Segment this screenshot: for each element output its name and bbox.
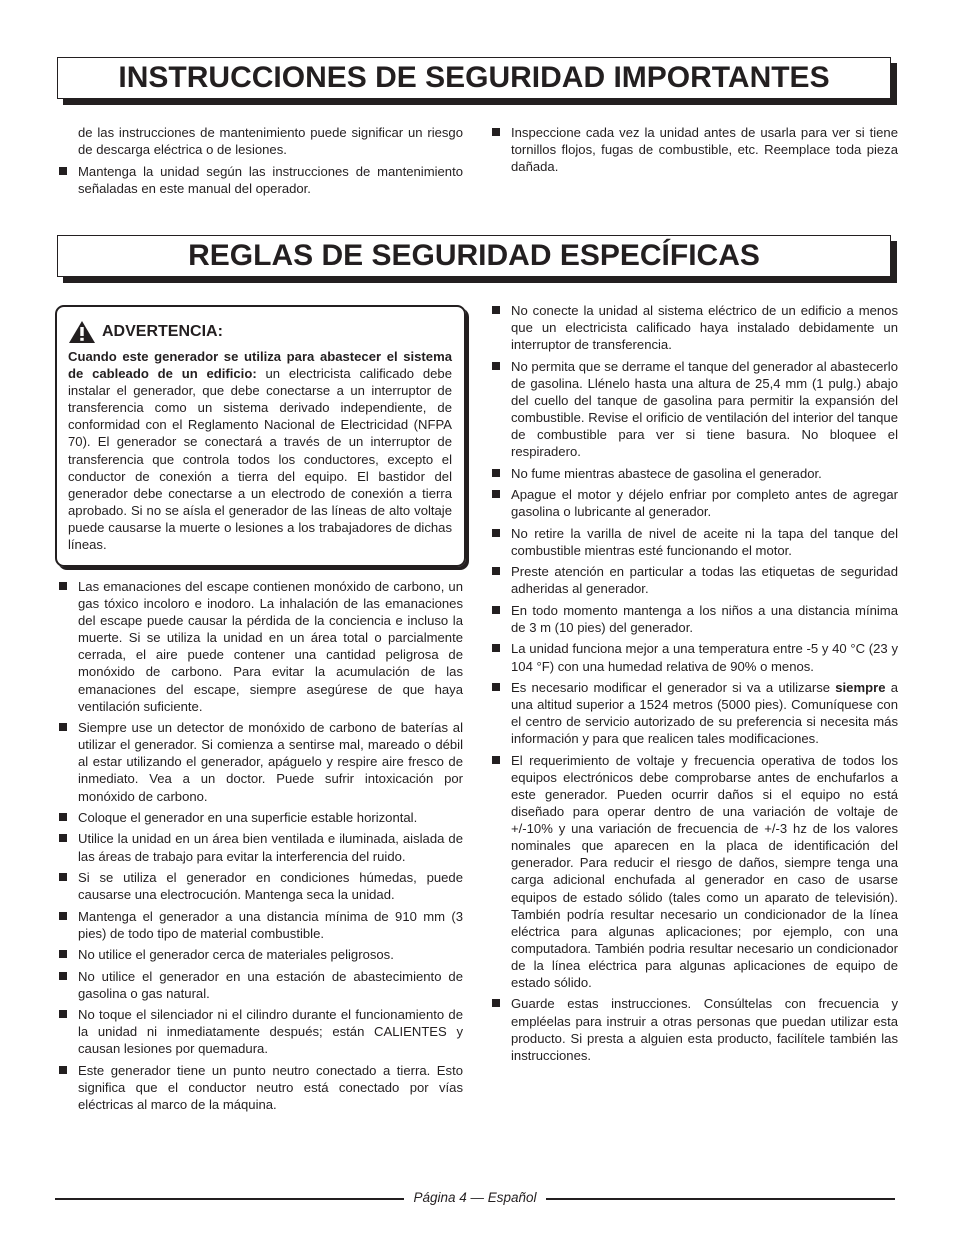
list-item: No utilice el generador en una estación de abastecimiento de gasolina o gas natural. [59, 968, 463, 1002]
bullet-square-icon [492, 999, 500, 1007]
bullet-list [492, 124, 898, 175]
list-item: No conecte la unidad al sistema eléctrico de un edificio a menos que un electricista calificado haya instalado debidamente un interruptor de transferencia. [492, 302, 898, 353]
section-title: REGLAS DE SEGURIDAD ESPECÍFICAS [188, 239, 760, 272]
bullet-square-icon [59, 813, 67, 821]
bullet-square-icon [59, 972, 67, 980]
bullet-list [492, 302, 898, 1064]
list-item: Mantenga la unidad según las instrucciones de mantenimiento señaladas en este manual del operador. [59, 163, 463, 197]
section-title: INSTRUCCIONES DE SEGURIDAD IMPORTANTES [118, 61, 830, 94]
list-item: No retire la varilla de nivel de aceite ni la tapa del tanque del combustible mientras esté funcionando el motor. [492, 525, 898, 559]
list-item: Coloque el generador en una superficie estable horizontal. [59, 809, 463, 826]
list-item: Si se utiliza el generador en condiciones húmedas, puede causarse una electrocución. Mantenga seca la unidad. [59, 869, 463, 903]
bullet-square-icon [492, 306, 500, 314]
bullet-square-icon [59, 873, 67, 881]
list-item: En todo momento mantenga a los niños a una distancia mínima de 3 m (10 pies) del generador. [492, 602, 898, 636]
list-item: No permita que se derrame el tanque del generador al abastecerlo de gasolina. Llénelo hasta una altura de 25,4 mm (1 pulg.) abajo del cuello del tanque de gasolina para permitir la expansión del combustible. Revise el orificio de ventilación del interior del tanque de combustible para ver si tiene basura. No bloquee el respiradero. [492, 358, 898, 461]
bullet-square-icon [492, 529, 500, 537]
list-item: La unidad funciona mejor a una temperatura entre -5 y 40 °C (23 y 104 °F) con una humedad relativa de 90% o menos. [492, 640, 898, 674]
bullet-square-icon [59, 1010, 67, 1018]
bullet-square-icon [59, 950, 67, 958]
right-column [492, 302, 898, 1068]
bullet-square-icon [492, 362, 500, 370]
list-item: Mantenga el generador a una distancia mínima de 910 mm (3 pies) de todo tipo de material combustible. [59, 908, 463, 942]
bullet-square-icon [492, 128, 500, 136]
list-item: No utilice el generador cerca de materiales peligrosos. [59, 946, 463, 963]
warning-header [68, 319, 452, 345]
list-item: Siempre use un detector de monóxido de carbono de baterías al utilizar el generador. Si comienza a sentirse mal, mareado o débil al estar utilizando el generador, apáguelo y respire aire fresco de inmediato. Vea a un doctor. Puede sufrir intoxicación por monóxido de carbono. [59, 719, 463, 804]
bullet-square-icon [59, 582, 67, 590]
list-item: No toque el silenciador ni el cilindro durante el funcionamiento de la unidad ni inmediatamente después; están CALIENTES y causan lesiones por quemadura. [59, 1006, 463, 1057]
list-item: Este generador tiene un punto neutro conectado a tierra. Esto significa que el conductor neutro está conectado por vías eléctricas al marco de la máquina. [59, 1062, 463, 1113]
bullet-square-icon [59, 167, 67, 175]
warning-text [68, 348, 452, 553]
page-footer [55, 1190, 895, 1206]
section-title-box [57, 57, 891, 99]
bullet-square-icon [492, 567, 500, 575]
bullet-square-icon [492, 756, 500, 764]
bullet-list [59, 578, 463, 1113]
top-right-column [492, 124, 898, 180]
list-item: Utilice la unidad en un área bien ventilada e iluminada, aislada de las áreas de trabajo para evitar la interferencia del ruido. [59, 830, 463, 864]
warning-triangle-icon [68, 320, 96, 344]
bullet-square-icon [492, 469, 500, 477]
left-column [59, 578, 463, 1118]
top-left-column [59, 124, 463, 201]
bullet-square-icon [492, 490, 500, 498]
bullet-square-icon [59, 834, 67, 842]
bullet-square-icon [59, 1066, 67, 1074]
list-item: El requerimiento de voltaje y frecuencia operativa de todos los equipos electrónicos debe comprobarse antes de enchufarlos a este generador. Pueden ocurrir daños si el equipo no está diseñado para operar dentro de una variación de voltaje de +/-10% y una variación de frecuencia de +/-3 hz de los valores nominales que aparecen en la placa de identificación del generador. Para reducir el riesgo de daños, siempre tenga una carga adicional enchufada al generador en caso de usarse equipos de estado sólido (tales como un aparato de televisión). También podría resultar necesario un condicionador de la línea eléctrica para algunas aplicaciones; por ejemplo, con una computadora. También podria resultar necesario un condicionador de la línea eléctrica para algunas aplicaciones de equipo de estado sólido. [492, 752, 898, 991]
list-item: Preste atención en particular a todas las etiquetas de seguridad adheridas al generador. [492, 563, 898, 597]
list-item: No fume mientras abastece de gasolina el generador. [492, 465, 898, 482]
list-item: Guarde estas instrucciones. Consúltelas con frecuencia y empléelas para instruir a otras personas que puedan utilizar esta producto. Si presta a alguien esta producto, facilítele también las instrucciones. [492, 995, 898, 1063]
bullet-square-icon [492, 644, 500, 652]
bullet-square-icon [492, 606, 500, 614]
bullet-square-icon [492, 683, 500, 691]
bullet-list [59, 163, 463, 197]
list-item: Es necesario modificar el generador si va a utilizarse siempre a una altitud superior a 1524 metros (5000 pies). Comuníquese con el centro de servicio autorizado de su preferencia si necesita más información y para que realicen tales modificaciones. [492, 679, 898, 747]
list-item: Inspeccione cada vez la unidad antes de usarla para ver si tiene tornillos flojos, fugas de combustible, etc. Reemplace toda pieza dañada. [492, 124, 898, 175]
continuation-text: de las instrucciones de mantenimiento puede significar un riesgo de descarga eléctrica o de lesiones. [78, 125, 463, 158]
bullet-square-icon [59, 912, 67, 920]
warning-box [55, 305, 466, 567]
warning-title: ADVERTENCIA: [102, 323, 223, 341]
warning-body: un electricista calificado debe instalar el generador, que debe conectarse a un interruptor de transferencia como un sistema derivado independiente, de conformidad con el Reglamento Nacional de Electricidad (NFPA 70). El generador se conectará a través de un interruptor de transferencia que controla todos los conductores, excepto el conductor de conexión a tierra del equipo. El bastidor del generador debe conectarse a un electrodo de conexión a tierra aprobado. Si no se aísla el generador de las líneas de alto voltaje puede causarse la muerte o lesiones a los trabajadores de dichas líneas. [68, 366, 452, 553]
section-title-box [57, 235, 891, 277]
list-item: Apague el motor y déjelo enfriar por completo antes de agregar gasolina o lubricante al generador. [492, 486, 898, 520]
bullet-square-icon [59, 723, 67, 731]
warning-lead: Cuando este generador se utiliza para abastecer el sistema de cableado de un edificio: [68, 349, 452, 382]
page-number-label: Página 4 — Español [404, 1190, 545, 1205]
list-item: Las emanaciones del escape contienen monóxido de carbono, un gas tóxico incoloro e inodoro. La inhalación de las emanaciones del escape puede causar la pérdida de la conciencia e incluso la muerte. Si se utiliza la unidad en un área total o parcialmente cerrada, el aire puede contener una cantidad peligrosa de monóxido de carbono. Para evitar la acumulación de las emanaciones del escape, siempre asegúrese de que haya ventilación suficiente. [59, 578, 463, 715]
